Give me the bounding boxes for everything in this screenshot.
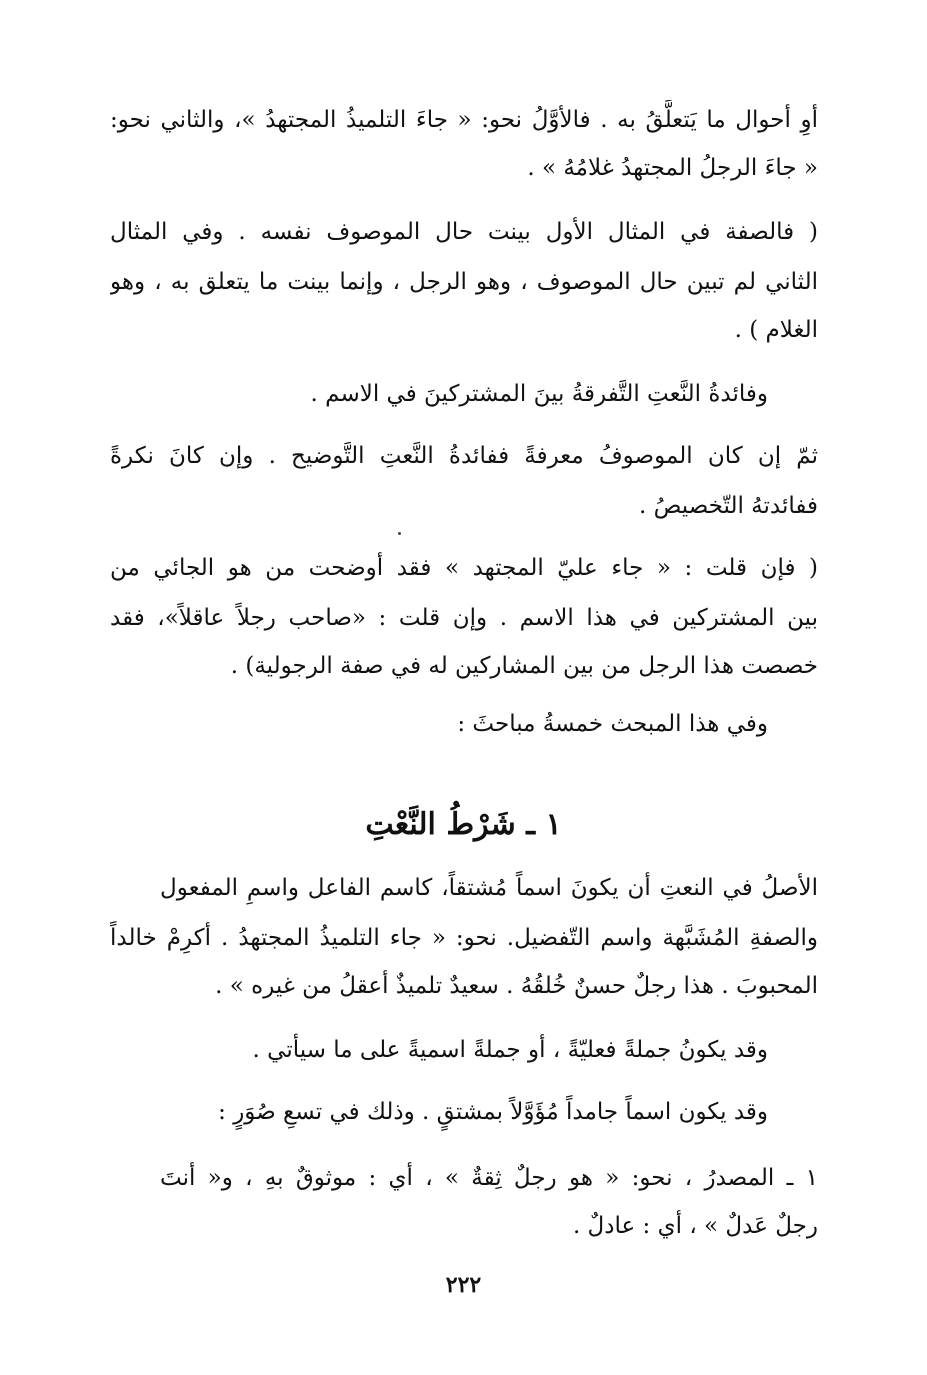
text-line: ثمّ إن كان الموصوفُ معرفةً ففائدةُ النَّعتِ التَّوضيح . وإن كانَ نكرةً (110, 443, 818, 469)
text-line: وقد يكون اسماً جامداً مُؤَوَّلاً بمشتقٍ . وذلك في تسعِ صُوَرٍ : (218, 1099, 768, 1125)
section-heading: ١ ـ شَرْطُ النَّعْتِ (365, 807, 562, 842)
text-line: بين المشتركين في هذا الاسم . وإن قلت : «صاحب رجلاً عاقلاً»، فقد (110, 605, 818, 631)
text-line: الغلام ) . (734, 317, 818, 343)
text-line: والصفةِ المُشَبَّهة واسم التّفضيل. نحو: « جاء التلميذُ المجتهدُ . أكرِمْ خالداً (110, 925, 818, 951)
text-line: رجلٌ عَدلٌ » ، أي : عادلٌ . (572, 1213, 818, 1239)
text-line: ( فالصفة في المثال الأول بينت حال الموصوف نفسه . وفي المثال (110, 219, 818, 245)
text-line: الثاني لم تبين حال الموصوف ، وهو الرجل ، وإنما بينت ما يتعلق به ، وهو (110, 269, 818, 295)
text-line: خصصت هذا الرجل من بين المشاركين له في صفة الرجولية) . (230, 653, 818, 679)
text-line: المحبوبَ . هذا رجلٌ حسنٌ خُلقُهُ . سعيدٌ تلميذٌ أعقلُ من غيره » . (215, 973, 818, 999)
text-line: ففائدتهُ التّخصيصُ . (638, 493, 818, 519)
text-line: وفائدةُ النَّعتِ التَّفرقةُ بينَ المشتركينَ في الاسم . (310, 381, 768, 407)
page-number: ٢٢٢ (445, 1272, 482, 1298)
text-line: ( فإن قلت : « جاء عليّ المجتهد » فقد أوضحت من هو الجائي من (110, 555, 818, 581)
text-line: « جاءَ الرجلُ المجتهدُ غلامُهُ » . (527, 155, 818, 181)
text-line: الأصلُ في النعتِ أن يكونَ اسماً مُشتقاً، كاسم الفاعل واسمِ المفعول (160, 875, 818, 901)
text-line: وقد يكونُ جملةً فعليّةً ، أو جملةً اسميةً على ما سيأتي . (252, 1037, 768, 1063)
print-speck (398, 532, 401, 535)
text-line: أوِ أحوال ما يَتعلَّقُ به . فالأوَّلُ نحو: « جاءَ التلميذُ المجتهدُ »، والثاني نحو: (110, 107, 818, 133)
text-line: وفي هذا المبحث خمسةُ مباحثَ : (457, 711, 768, 737)
text-line: ١ ـ المصدرُ ، نحو: « هو رجلٌ ثِقةٌ » ، أي : موثوقٌ بهِ ، و« أنتَ (160, 1165, 818, 1191)
